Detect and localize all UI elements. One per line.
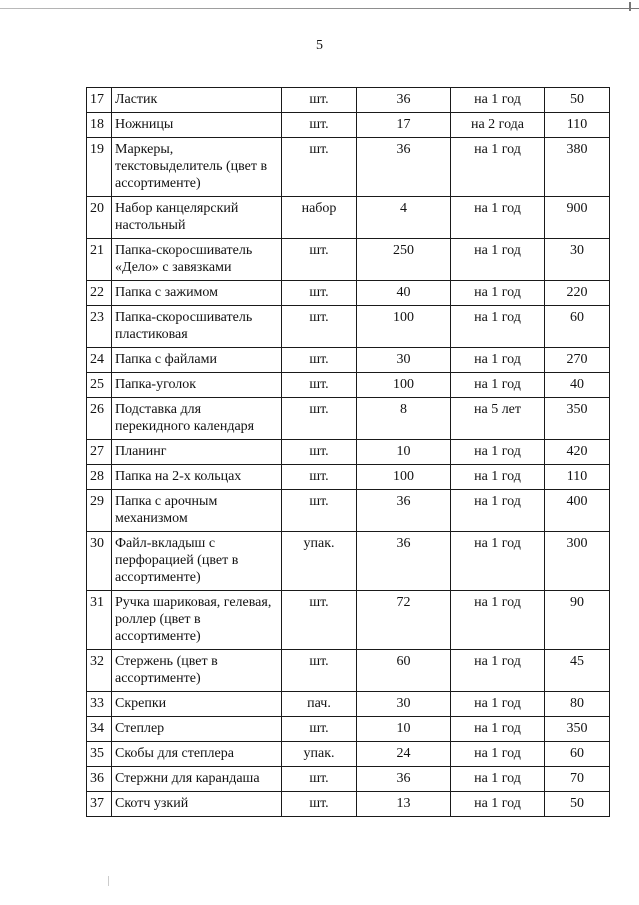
price-cell: 45 [545, 650, 610, 692]
price-cell: 380 [545, 138, 610, 197]
item-name-cell: Подставка для перекидного календаря [112, 398, 282, 440]
row-number-cell: 35 [87, 742, 112, 767]
row-number-cell: 32 [87, 650, 112, 692]
table-row [87, 281, 610, 306]
quantity-cell: 36 [357, 767, 451, 792]
unit-cell: набор [282, 197, 357, 239]
period-cell: на 1 год [451, 490, 545, 532]
price-cell: 110 [545, 113, 610, 138]
item-name-cell: Маркеры, текстовыделитель (цвет в ассортименте) [112, 138, 282, 197]
item-name-cell: Папка с арочным механизмом [112, 490, 282, 532]
table-row [87, 717, 610, 742]
price-cell: 70 [545, 767, 610, 792]
unit-cell: шт. [282, 138, 357, 197]
period-cell: на 1 год [451, 348, 545, 373]
unit-cell: шт. [282, 591, 357, 650]
period-cell: на 1 год [451, 717, 545, 742]
price-cell: 50 [545, 792, 610, 817]
table-row [87, 398, 610, 440]
quantity-cell: 36 [357, 490, 451, 532]
period-cell: на 1 год [451, 767, 545, 792]
quantity-cell: 13 [357, 792, 451, 817]
quantity-cell: 4 [357, 197, 451, 239]
period-cell: на 1 год [451, 465, 545, 490]
unit-cell: шт. [282, 490, 357, 532]
item-name-cell: Скотч узкий [112, 792, 282, 817]
quantity-cell: 8 [357, 398, 451, 440]
table-row [87, 348, 610, 373]
price-cell: 30 [545, 239, 610, 281]
row-number-cell: 22 [87, 281, 112, 306]
row-number-cell: 30 [87, 532, 112, 591]
table-row [87, 650, 610, 692]
quantity-cell: 100 [357, 306, 451, 348]
row-number-cell: 21 [87, 239, 112, 281]
unit-cell: шт. [282, 239, 357, 281]
item-name-cell: Папка-скоросшиватель «Дело» с завязками [112, 239, 282, 281]
row-number-cell: 25 [87, 373, 112, 398]
period-cell: на 1 год [451, 440, 545, 465]
scan-top-rule [0, 8, 639, 9]
unit-cell: шт. [282, 767, 357, 792]
scan-edge-mark [629, 2, 631, 11]
unit-cell: шт. [282, 717, 357, 742]
quantity-cell: 30 [357, 692, 451, 717]
table-row [87, 440, 610, 465]
unit-cell: шт. [282, 373, 357, 398]
table-row [87, 767, 610, 792]
price-cell: 350 [545, 717, 610, 742]
unit-cell: пач. [282, 692, 357, 717]
item-name-cell: Ручка шариковая, гелевая, роллер (цвет в ассортименте) [112, 591, 282, 650]
table-row [87, 692, 610, 717]
row-number-cell: 29 [87, 490, 112, 532]
period-cell: на 1 год [451, 532, 545, 591]
unit-cell: шт. [282, 281, 357, 306]
item-name-cell: Файл-вкладыш с перфорацией (цвет в ассортименте) [112, 532, 282, 591]
table-row [87, 239, 610, 281]
price-cell: 400 [545, 490, 610, 532]
period-cell: на 1 год [451, 197, 545, 239]
table-row [87, 197, 610, 239]
item-name-cell: Ножницы [112, 113, 282, 138]
item-name-cell: Планинг [112, 440, 282, 465]
item-name-cell: Папка-уголок [112, 373, 282, 398]
price-cell: 80 [545, 692, 610, 717]
price-cell: 40 [545, 373, 610, 398]
period-cell: на 1 год [451, 239, 545, 281]
row-number-cell: 17 [87, 88, 112, 113]
unit-cell: упак. [282, 742, 357, 767]
period-cell: на 1 год [451, 742, 545, 767]
table-row [87, 742, 610, 767]
unit-cell: шт. [282, 440, 357, 465]
quantity-cell: 24 [357, 742, 451, 767]
unit-cell: шт. [282, 306, 357, 348]
table-row [87, 373, 610, 398]
row-number-cell: 33 [87, 692, 112, 717]
scan-speck [108, 876, 109, 886]
unit-cell: шт. [282, 792, 357, 817]
period-cell: на 1 год [451, 373, 545, 398]
price-cell: 300 [545, 532, 610, 591]
price-cell: 110 [545, 465, 610, 490]
quantity-cell: 36 [357, 532, 451, 591]
quantity-cell: 30 [357, 348, 451, 373]
row-number-cell: 20 [87, 197, 112, 239]
unit-cell: шт. [282, 88, 357, 113]
unit-cell: шт. [282, 465, 357, 490]
quantity-cell: 72 [357, 591, 451, 650]
item-name-cell: Стержни для карандаша [112, 767, 282, 792]
table-row [87, 591, 610, 650]
unit-cell: шт. [282, 348, 357, 373]
unit-cell: шт. [282, 650, 357, 692]
item-name-cell: Скобы для степлера [112, 742, 282, 767]
item-name-cell: Стержень (цвет в ассортименте) [112, 650, 282, 692]
price-cell: 60 [545, 742, 610, 767]
item-name-cell: Папка с зажимом [112, 281, 282, 306]
item-name-cell: Папка на 2-х кольцах [112, 465, 282, 490]
unit-cell: упак. [282, 532, 357, 591]
unit-cell: шт. [282, 113, 357, 138]
period-cell: на 1 год [451, 281, 545, 306]
item-name-cell: Ластик [112, 88, 282, 113]
period-cell: на 1 год [451, 138, 545, 197]
row-number-cell: 36 [87, 767, 112, 792]
stationery-table [86, 87, 610, 817]
price-cell: 90 [545, 591, 610, 650]
stationery-table-body [87, 88, 610, 817]
period-cell: на 5 лет [451, 398, 545, 440]
quantity-cell: 10 [357, 717, 451, 742]
table-row [87, 138, 610, 197]
period-cell: на 1 год [451, 306, 545, 348]
table-row [87, 465, 610, 490]
quantity-cell: 36 [357, 138, 451, 197]
item-name-cell: Степлер [112, 717, 282, 742]
row-number-cell: 23 [87, 306, 112, 348]
period-cell: на 2 года [451, 113, 545, 138]
price-cell: 50 [545, 88, 610, 113]
price-cell: 420 [545, 440, 610, 465]
quantity-cell: 40 [357, 281, 451, 306]
table-row [87, 490, 610, 532]
table-row [87, 88, 610, 113]
table-row [87, 306, 610, 348]
price-cell: 220 [545, 281, 610, 306]
table-row [87, 792, 610, 817]
row-number-cell: 37 [87, 792, 112, 817]
quantity-cell: 250 [357, 239, 451, 281]
row-number-cell: 27 [87, 440, 112, 465]
row-number-cell: 31 [87, 591, 112, 650]
period-cell: на 1 год [451, 650, 545, 692]
price-cell: 350 [545, 398, 610, 440]
item-name-cell: Набор канцелярский настольный [112, 197, 282, 239]
item-name-cell: Папка-скоросшиватель пластиковая [112, 306, 282, 348]
price-cell: 60 [545, 306, 610, 348]
row-number-cell: 34 [87, 717, 112, 742]
period-cell: на 1 год [451, 591, 545, 650]
quantity-cell: 10 [357, 440, 451, 465]
period-cell: на 1 год [451, 692, 545, 717]
table-row [87, 113, 610, 138]
quantity-cell: 100 [357, 373, 451, 398]
item-name-cell: Скрепки [112, 692, 282, 717]
item-name-cell: Папка с файлами [112, 348, 282, 373]
period-cell: на 1 год [451, 792, 545, 817]
price-cell: 270 [545, 348, 610, 373]
unit-cell: шт. [282, 398, 357, 440]
row-number-cell: 24 [87, 348, 112, 373]
price-cell: 900 [545, 197, 610, 239]
row-number-cell: 18 [87, 113, 112, 138]
quantity-cell: 100 [357, 465, 451, 490]
quantity-cell: 60 [357, 650, 451, 692]
page-number: 5 [316, 38, 323, 53]
quantity-cell: 36 [357, 88, 451, 113]
row-number-cell: 26 [87, 398, 112, 440]
row-number-cell: 28 [87, 465, 112, 490]
period-cell: на 1 год [451, 88, 545, 113]
row-number-cell: 19 [87, 138, 112, 197]
table-row [87, 532, 610, 591]
quantity-cell: 17 [357, 113, 451, 138]
